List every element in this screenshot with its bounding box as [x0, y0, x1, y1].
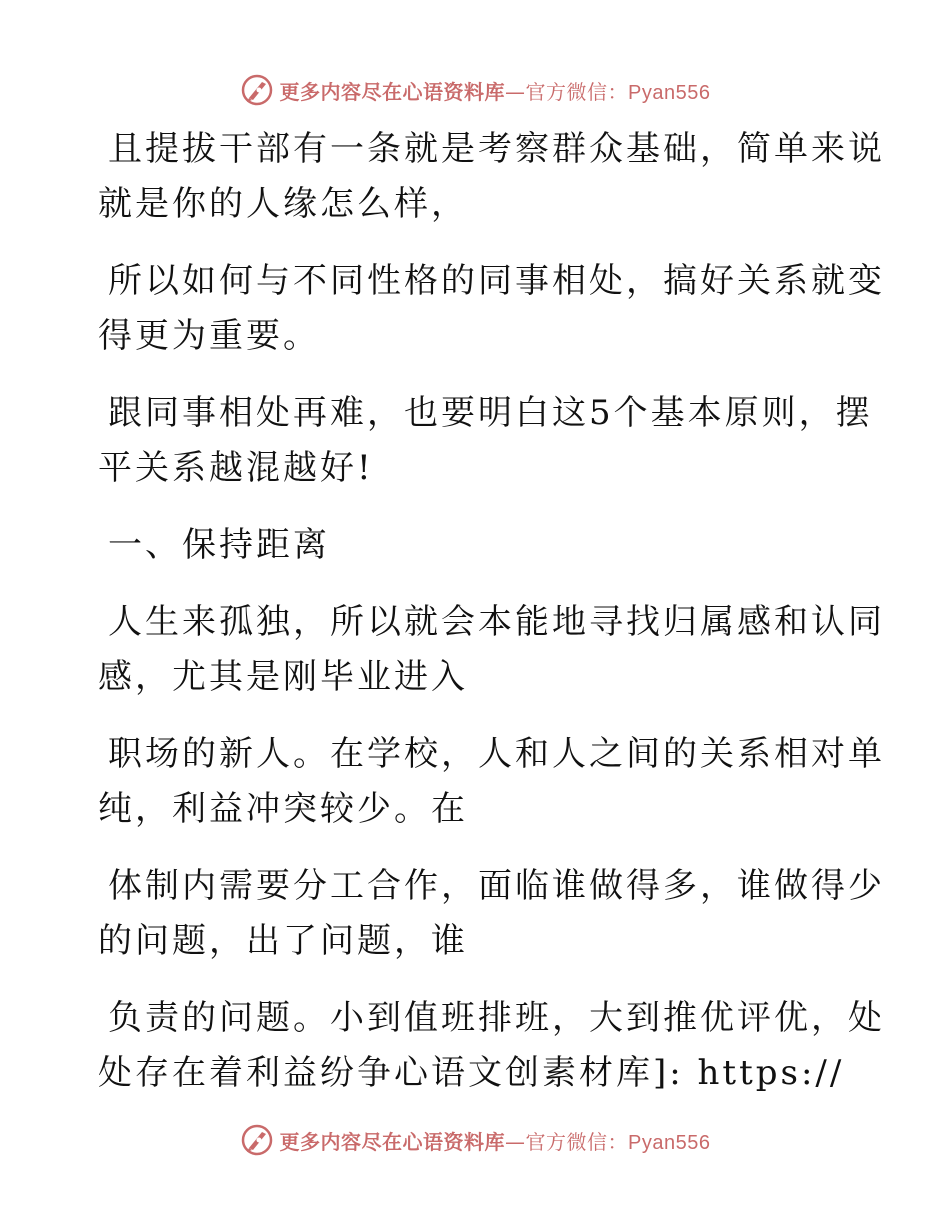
paragraph-line: 且提拔干部有一条就是考察群众基础，简单来说 [108, 129, 885, 169]
banner-dash: — [505, 79, 526, 104]
paragraph-line: 人生来孤独，所以就会本能地寻找归属感和认同 [108, 602, 885, 642]
paragraph-7 [98, 859, 885, 969]
header-banner [0, 70, 950, 110]
paragraph-6 [98, 727, 885, 837]
banner-text [280, 1126, 711, 1155]
banner-wechat-text: 官方微信：Pyan556 [525, 81, 711, 104]
paragraph-3 [98, 386, 873, 496]
paragraph-line: 得更为重要。 [98, 316, 320, 356]
paragraph-5 [98, 595, 885, 705]
banner-main-text: 更多内容尽在心语资料库 [279, 79, 506, 104]
paragraph-line: 感，尤其是刚毕业进入 [98, 657, 468, 697]
feather-pen-logo-icon [240, 73, 274, 107]
feather-pen-logo-icon [240, 1123, 274, 1157]
document-body [98, 122, 885, 1123]
banner-content [240, 1123, 711, 1157]
paragraph-1 [98, 122, 885, 232]
paragraph-2 [98, 254, 885, 364]
paragraph-line: 所以如何与不同性格的同事相处，搞好关系就变 [108, 261, 885, 301]
section-heading [98, 518, 838, 573]
heading-text: 一、保持距离 [108, 525, 330, 565]
paragraph-8 [98, 991, 885, 1101]
banner-dash: — [505, 1129, 526, 1154]
paragraph-line: 纯，利益冲突较少。在 [98, 789, 468, 829]
paragraph-line: 处存在着利益纷争心语文创素材库]: https:// [98, 1053, 845, 1093]
paragraph-line: 的问题，出了问题，谁 [98, 921, 468, 961]
paragraph-line: 跟同事相处再难，也要明白这5个基本原则，摆 [108, 393, 873, 433]
paragraph-line: 就是你的人缘怎么样， [98, 184, 468, 224]
footer-banner [0, 1120, 950, 1160]
paragraph-line: 平关系越混越好! [98, 448, 374, 488]
paragraph-line: 负责的问题。小到值班排班，大到推优评优，处 [108, 998, 885, 1038]
banner-content [240, 73, 711, 107]
paragraph-line: 体制内需要分工合作，面临谁做得多，谁做得少 [108, 866, 885, 906]
banner-main-text: 更多内容尽在心语资料库 [279, 1129, 506, 1154]
banner-wechat-text: 官方微信：Pyan556 [525, 1131, 711, 1154]
banner-text [280, 76, 711, 105]
paragraph-line: 职场的新人。在学校，人和人之间的关系相对单 [108, 734, 885, 774]
